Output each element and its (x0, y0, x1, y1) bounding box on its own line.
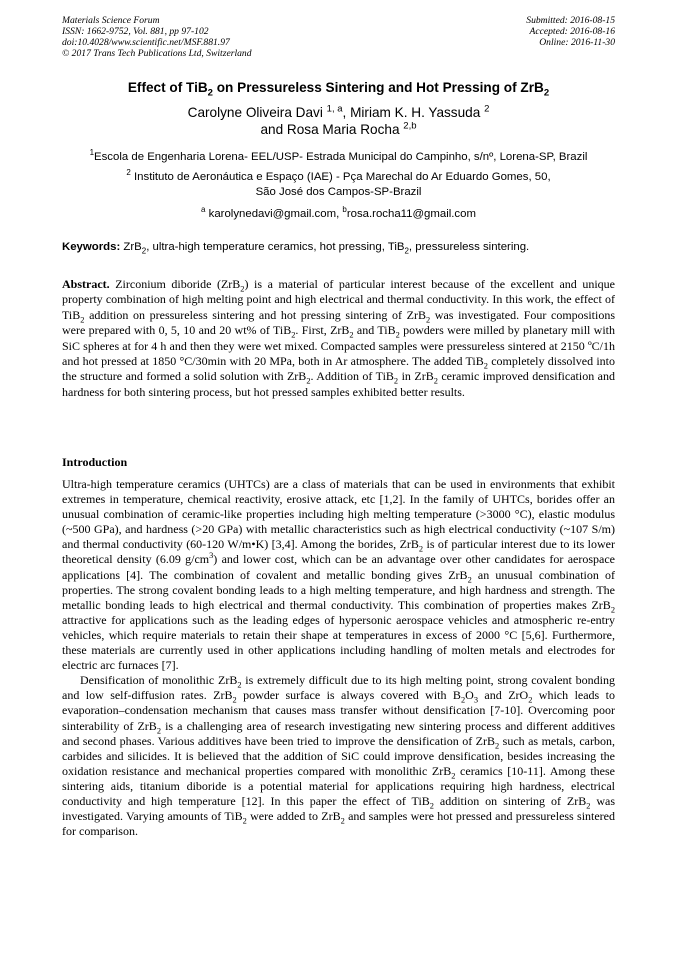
affiliation-1 (62, 150, 615, 165)
para-text: and samples were hot pressed and pressureless sintered for comparison. (62, 809, 616, 839)
para-sub: 3 (473, 695, 478, 705)
title-text: Effect of TiB (127, 80, 208, 95)
author-list (62, 104, 615, 138)
para-text: is a challenging area of research investigating new sintering process and different additives and second phases. Various additives have been tried to improve the densification of ZrB (62, 718, 615, 748)
email-link[interactable]: karolynedavi@gmail.com, (205, 208, 343, 220)
affil-mark: 1 (89, 148, 95, 158)
submitted-date: Submitted: 2016-08-15 (526, 15, 615, 26)
header-right (526, 15, 615, 48)
para-sub: 2 (232, 695, 237, 705)
abstract-text: ) is a material of particular interest because of the excellent and unique property combination of high melting point and high electrical and thermal conductivity. In this work, the effect of TiB (62, 277, 615, 322)
keywords-text: , pressureless sintering. (408, 241, 530, 253)
abstract-sub: 2 (80, 315, 85, 325)
para-sub: 2 (237, 680, 242, 690)
keywords (62, 241, 615, 256)
para-text: Densification of monolithic ZrB (80, 673, 238, 688)
email-mark: b (342, 205, 347, 215)
abstract-sub: 2 (240, 284, 245, 294)
journal-name: Materials Science Forum (62, 15, 160, 26)
affil-text: Escola de Engenharia Lorena- EEL/USP- Estrada Municipal do Campinho, s/nº, Lorena-SP, Brazil (94, 151, 588, 163)
abstract-label: Abstract. (62, 277, 110, 291)
email-mark: a (201, 205, 206, 215)
para-text: powder surface is always covered with B (236, 688, 461, 703)
author-name: , Miriam K. H. Yassuda (342, 105, 485, 120)
abstract-text: . First, ZrB (295, 323, 350, 338)
para-sub: 2 (460, 695, 466, 705)
abstract-sub: 2 (291, 330, 296, 340)
para-text: is of particular interest due to its lower theoretical density (6.09 g/cm (62, 537, 615, 567)
para-text: O (465, 688, 474, 703)
keywords-text: ZrB (120, 241, 142, 253)
affil-2-line-1 (62, 170, 615, 185)
para-text: was investigated. Varying amounts of TiB (62, 793, 616, 824)
abstract-text: and TiB (353, 323, 396, 338)
author-affil-mark: 2,b (403, 120, 417, 132)
paper-title (62, 80, 615, 99)
para-sub: 2 (586, 801, 591, 811)
para-sub: 2 (340, 816, 345, 826)
para-text: attractive for applications such as the leading edges of hypersonic aerospace vehicles and atmospheric re-entry vehicles, which require materials to retain their shape at temperatures in excess of 2000 °C [5,6]. Furthermore, these materials are currently used in other applications including handling of molten metals and electrodes for electric arc furnaces [7]. (62, 612, 615, 673)
para-sub: 2 (156, 725, 161, 735)
abstract-text: in ZrB (398, 369, 434, 384)
abstract-text: . Addition of TiB (310, 369, 394, 384)
abstract-sub: 2 (483, 361, 488, 371)
affil-2-line-2: São José dos Campos-SP-Brazil (255, 185, 422, 198)
doi: doi:10.4028/www.scientific.net/MSF.881.97 (62, 37, 230, 48)
author-line-2 (62, 121, 615, 138)
para-text: ) and lower cost, which can be an advantage over other candidates for aerospace applications [4]. The combination of covalent and metallic bonding gives ZrB (62, 552, 615, 582)
author-affil-mark: 2 (484, 103, 490, 115)
author-affil-mark: 1, a (326, 103, 343, 115)
para-text: were added to ZrB (246, 809, 341, 824)
title-text: on Pressureless Sintering and Hot Pressing of ZrB (212, 80, 544, 95)
copyright: © 2017 Trans Tech Publications Ltd, Switzerland (62, 48, 252, 59)
para-sub: 2 (429, 801, 434, 811)
abstract-text: powders were milled by planetary mill with SiC spheres at for 4 h and then they were wet mixed. Compacted samples were pressureless sintered at 2150 ºC/1h and hot pressed at 1850 °C/30min with 20 MPa, both in Ar atmosphere. The added TiB (62, 323, 616, 369)
para-text: and ZrO (478, 688, 529, 703)
abstract-text: completely dissolved into the structure and formed a solid solution with ZrB (62, 354, 615, 384)
keywords-sub: 2 (141, 246, 147, 256)
para-text: is extremely difficult due to its high melting point, strong covalent bonding and low self-diffusion rates. ZrB (62, 673, 616, 703)
para-sub: 2 (242, 816, 247, 826)
abstract-sub: 2 (306, 376, 311, 386)
para-sub: 2 (495, 740, 500, 750)
abstract-sub: 2 (393, 376, 399, 386)
abstract-text: was investigated. Four compositions were prepared with 0, 5, 10 and 20 wt% of TiB (62, 307, 615, 338)
title-sub: 2 (543, 87, 550, 99)
author-line-1 (62, 104, 615, 121)
abstract (62, 277, 615, 400)
abstract-sub: 2 (433, 376, 438, 386)
para-text: an unusual combination of properties. The strong covalent bonding leads to a high melting temperature, and high hardness and strength. The metallic bonding leads to high electrical and thermal conductivity. This combination of properties makes ZrB (62, 567, 616, 612)
online-date: Online: 2016-11-30 (539, 37, 615, 48)
para-text: such as metals, carbon, carbides and silicides. It is believed that the addition of SiC could improve densification, besides increasing the oxidation resistance and mechanical properties compared with monolithic ZrB (62, 733, 615, 778)
para-text: Ultra-high temperature ceramics (UHTCs) are a class of materials that can be used in environments that exhibit extremes in temperature, chemical reactivity, erosive attack, etc [1,2]. In the family of UHTCs, borides offer an unusual combination of ceramic-like properties including high melting temperature (>3000 °C), elastic modulus (~500 GPa), and hardness (>20 GPa) with metallic characteristics such as high electrical conductivity (~107 S/m) and thermal conductivity (60-120 W/m•K) [3,4]. Among the borides, ZrB (62, 477, 615, 552)
intro-paragraph-2 (62, 673, 615, 839)
para-text: ceramics [10-11]. Among these sintering aids, titanium diboride is a potential material for applications requiring high hardness, electrical conductivity and high temperature [12]. In this paper the effect of TiB (62, 763, 615, 808)
email-link[interactable]: rosa.rocha11@gmail.com (346, 208, 476, 220)
author-name: and Rosa Maria Rocha (260, 122, 404, 137)
abstract-text: Zirconium diboride (ZrB (109, 277, 241, 291)
header-left (62, 15, 252, 59)
title-sub: 2 (207, 87, 213, 99)
para-sub: 2 (418, 544, 424, 554)
keywords-text: , ultra-high temperature ceramics, hot pressing, TiB (146, 241, 405, 253)
issn: ISSN: 1662-9752, Vol. 881, pp 97-102 (62, 26, 209, 37)
introduction-body (62, 477, 615, 839)
author-emails (62, 207, 615, 222)
intro-paragraph-1 (62, 477, 615, 673)
keywords-sub: 2 (404, 246, 409, 256)
para-text: which leads to evaporation–condensation mechanism that causes mass transfer without densification [7-10]. Overcoming poor sinterability of ZrB (62, 688, 615, 733)
para-sub: 2 (451, 771, 456, 781)
affiliation-2 (62, 170, 615, 199)
abstract-sub: 2 (349, 330, 354, 340)
abstract-text: ceramic improved densification and hardness for both sintering process, but hot pressed samples exhibited better results. (62, 369, 616, 399)
abstract-sub: 2 (395, 330, 400, 340)
para-sub: 2 (610, 605, 615, 615)
para-text: addition on sintering of ZrB (433, 793, 587, 808)
abstract-text: addition on pressureless sintering and hot pressing sintering of ZrB (84, 307, 426, 322)
para-sup: 3 (209, 551, 214, 561)
keywords-label: Keywords: (62, 241, 121, 253)
affil-text: Instituto de Aeronáutica e Espaço (IAE) - Pça Marechal do Ar Eduardo Gomes, 50, (130, 171, 551, 183)
para-sub: 2 (467, 574, 472, 584)
abstract-sub: 2 (425, 315, 431, 325)
accepted-date: Accepted: 2016-08-16 (529, 26, 615, 37)
affil-mark: 2 (126, 168, 131, 178)
author-name: Carolyne Oliveira Davi (187, 105, 327, 120)
section-heading-introduction: Introduction (62, 455, 128, 469)
para-sub: 2 (528, 695, 533, 705)
